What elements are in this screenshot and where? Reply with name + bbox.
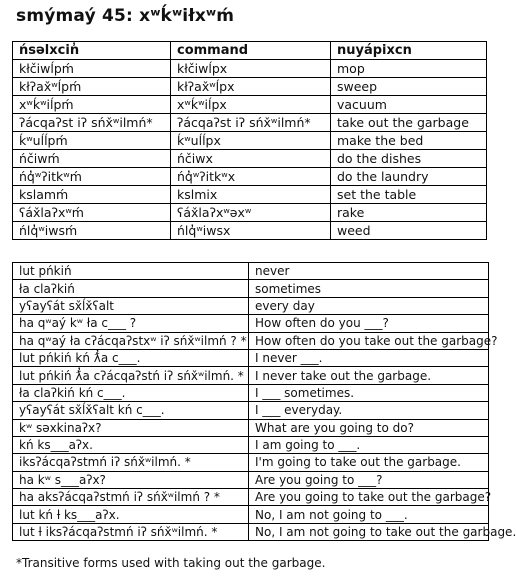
phrase-row xyxy=(13,280,489,297)
vocabulary-row xyxy=(13,150,487,168)
footnote: *Transitive forms used with taking out the garbage. xyxy=(16,556,326,570)
phrase-english-cell: What are you going to do? xyxy=(249,419,489,436)
english-cell: rake xyxy=(331,204,487,222)
vocabulary-row xyxy=(13,204,487,222)
english-cell: sweep xyxy=(331,78,487,96)
phrase-row xyxy=(13,332,489,349)
phrase-row xyxy=(13,263,489,280)
phrase-english-cell: never xyxy=(249,263,489,280)
phrase-nsilxcin-cell: lut ƚ iksʔácqaʔstmń iʔ sńx̌ʷilmń. * xyxy=(13,523,249,540)
phrase-english-cell: every day xyxy=(249,297,489,314)
phrase-english-cell: No, I am not going to take out the garbage. xyxy=(249,523,489,540)
command-cell: xʷḱʷiĺpx xyxy=(171,96,331,114)
vocab-word-cell: ʔácqaʔst iʔ sńx̌ʷilmń* xyxy=(13,114,171,132)
phrase-row xyxy=(13,384,489,401)
phrases-table xyxy=(12,262,516,541)
phrase-row xyxy=(13,436,489,453)
phrase-nsilxcin-cell: ha aksʔácqaʔstmń iʔ sńx̌ʷilmń ? * xyxy=(13,489,249,506)
phrase-nsilxcin-cell: lut pńkiń ƛ̓a cʔácqaʔstń iʔ sńx̌ʷilmń. * xyxy=(13,367,249,384)
phrase-nsilxcin-cell: ha qʷaý ła cʔácqaʔstxʷ iʔ sńx̌ʷilmń ? * xyxy=(13,332,249,349)
phrase-nsilxcin-cell: kń ks___aʔx. xyxy=(13,436,249,453)
vocab-word-cell: ńčiwḿ xyxy=(13,150,171,168)
phrase-english-cell: I ___ sometimes. xyxy=(249,384,489,401)
phrase-nsilxcin-cell: yʕayʕát sx̌ĺx̌ʕalt kń c___. xyxy=(13,402,249,419)
english-cell: do the dishes xyxy=(331,150,487,168)
vocab-word-cell: kłʔax̌ʷĺpḿ xyxy=(13,78,171,96)
phrase-english-cell: Are you going to ___? xyxy=(249,471,489,488)
vocabulary-table xyxy=(12,41,487,240)
phrase-row xyxy=(13,402,489,419)
vocab-word-cell: xʷḱʷiĺpḿ xyxy=(13,96,171,114)
command-cell: ḱʷuĺĺpx xyxy=(171,132,331,150)
vocab-word-cell: ḱʷuĺĺpḿ xyxy=(13,132,171,150)
command-cell: ńčiwx xyxy=(171,150,331,168)
phrase-row xyxy=(13,506,489,523)
vocab-word-cell: ńq̓ʷʔitkʷḿ xyxy=(13,168,171,186)
phrase-nsilxcin-cell: kʷ səxkinaʔx? xyxy=(13,419,249,436)
command-cell: ńq̓ʷʔitkʷx xyxy=(171,168,331,186)
english-cell: weed xyxy=(331,222,487,240)
english-cell: mop xyxy=(331,60,487,78)
vocabulary-row xyxy=(13,132,487,150)
phrase-nsilxcin-cell: ła claʔkiń xyxy=(13,280,249,297)
english-cell: take out the garbage xyxy=(331,114,487,132)
phrase-nsilxcin-cell: yʕayʕát sx̌ĺx̌ʕalt xyxy=(13,297,249,314)
phrase-row xyxy=(13,471,489,488)
command-cell: kłʔax̌ʷĺpx xyxy=(171,78,331,96)
vocabulary-row xyxy=(13,96,487,114)
phrase-nsilxcin-cell: iksʔácqaʔstmń iʔ sńx̌ʷilmń. * xyxy=(13,454,249,471)
phrase-english-cell: I'm going to take out the garbage. xyxy=(249,454,489,471)
phrase-row xyxy=(13,523,489,540)
phrase-english-cell: I never take out the garbage. xyxy=(249,367,489,384)
phrase-english-cell: Are you going to take out the garbage? xyxy=(249,489,489,506)
vocabulary-row xyxy=(13,60,487,78)
vocabulary-row xyxy=(13,222,487,240)
phrase-english-cell: I ___ everyday. xyxy=(249,402,489,419)
phrase-row xyxy=(13,419,489,436)
header-english: nuyápixcn xyxy=(331,42,487,60)
english-cell: make the bed xyxy=(331,132,487,150)
phrase-english-cell: How often do you ___? xyxy=(249,315,489,332)
vocab-word-cell: ńlq̓ʷiwsḿ xyxy=(13,222,171,240)
phrase-nsilxcin-cell: ha qʷaý kʷ ła c___ ? xyxy=(13,315,249,332)
phrase-row xyxy=(13,349,489,366)
phrase-english-cell: I am going to ___. xyxy=(249,436,489,453)
phrase-english-cell: sometimes xyxy=(249,280,489,297)
command-cell: ʕáx̌laʔxʷəxʷ xyxy=(171,204,331,222)
command-cell: ńlq̓ʷiwsx xyxy=(171,222,331,240)
page-title: smýmaý 45: xʷḱʷiłxʷḿ xyxy=(16,6,235,26)
vocab-word-cell: kłčiwĺpḿ xyxy=(13,60,171,78)
phrase-nsilxcin-cell: lut kń ƚ ks___aʔx. xyxy=(13,506,249,523)
phrase-english-cell: No, I am not going to ___. xyxy=(249,506,489,523)
english-cell: set the table xyxy=(331,186,487,204)
phrase-nsilxcin-cell: ha kʷ s___aʔx? xyxy=(13,471,249,488)
header-command: command xyxy=(171,42,331,60)
vocabulary-row xyxy=(13,186,487,204)
phrase-nsilxcin-cell: ła claʔkiń kń c___. xyxy=(13,384,249,401)
phrase-row xyxy=(13,367,489,384)
vocabulary-row xyxy=(13,78,487,96)
english-cell: vacuum xyxy=(331,96,487,114)
command-cell: kslmix xyxy=(171,186,331,204)
phrase-nsilxcin-cell: lut pńkiń kń ƛ̓a c___. xyxy=(13,349,249,366)
vocabulary-header-row xyxy=(13,42,487,60)
vocabulary-row xyxy=(13,168,487,186)
command-cell: ʔácqaʔst iʔ sńx̌ʷilmń* xyxy=(171,114,331,132)
vocab-word-cell: ʕáx̌laʔxʷḿ xyxy=(13,204,171,222)
phrase-row xyxy=(13,315,489,332)
vocabulary-row xyxy=(13,114,487,132)
command-cell: kłčiwĺpx xyxy=(171,60,331,78)
phrase-row xyxy=(13,297,489,314)
phrase-english-cell: I never ___. xyxy=(249,349,489,366)
phrase-row xyxy=(13,489,489,506)
header-nsilxcin: ńsəlxcin̓ xyxy=(13,42,171,60)
vocab-word-cell: kslamḿ xyxy=(13,186,171,204)
phrase-row xyxy=(13,454,489,471)
phrase-nsilxcin-cell: lut pńkiń xyxy=(13,263,249,280)
english-cell: do the laundry xyxy=(331,168,487,186)
phrase-english-cell: How often do you take out the garbage? xyxy=(249,332,489,349)
